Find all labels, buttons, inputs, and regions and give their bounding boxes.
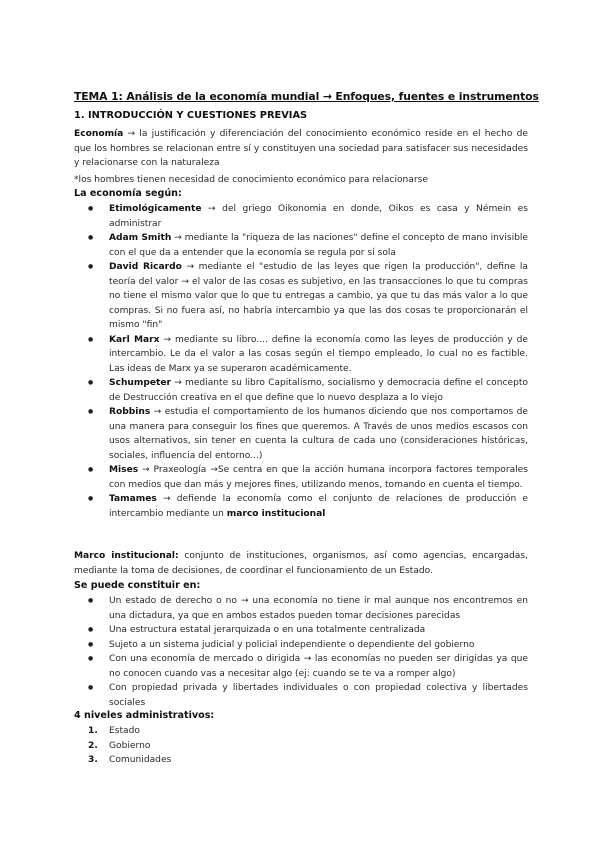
list-item: 2. Gobierno: [88, 740, 151, 751]
marco-paragraph: [74, 549, 528, 578]
list-item: ● Mises → Praxeología →Se centra en que la acción humana incorpora factores temporales con medios que dan más y mejores fines, utilizando menos, tomando en cuenta el tiempo.: [74, 463, 528, 492]
economia-segun-heading: La economía según:: [74, 188, 182, 199]
intro-term: Economía: [74, 129, 124, 139]
list-item: ● Adam Smith → mediante la "riqueza de las naciones" define el concepto de mano invisible con el que da a entender que la economía se regula por sí sola: [74, 231, 528, 260]
list-item: ● Con una economía de mercado o dirigida → las economías no pueden ser dirigidas ya que no conocen cuando vas a necesitar algo (ej: cuando se te va a romper algo): [74, 652, 528, 681]
marco-text: conjunto de instituciones, organismos, así como agencias, encargadas, mediante la toma de decisiones, de coordinar el funcionamiento de un Estado.: [74, 551, 528, 576]
niveles-list: [74, 724, 171, 768]
list-item: ● Robbins → estudia el comportamiento de los humanos diciendo que nos comportamos de una manera para conseguir los fines que queremos. A Través de unos medios escasos con usos alternativos, sin tener en cuenta la cultura de cada uno (consideraciones históricas, sociales, influencia del entorno...): [74, 405, 528, 463]
list-item: 3. Comunidades: [88, 755, 172, 766]
list-item: ● Un estado de derecho o no → una economía no tiene ir mal aunque nos encontremos en una dictadura, ya que en ambos estados pueden tomar decisiones parecidas: [74, 594, 528, 623]
list-item: 1. Estado: [88, 726, 140, 736]
economia-segun-list: [74, 202, 528, 521]
constituir-list: [74, 594, 528, 710]
list-item: ● Schumpeter → mediante su libro Capitalismo, socialismo y democracia define el concepto de Destrucción creativa en el que define que lo nuevo desplaza a lo viejo: [74, 376, 528, 405]
document-title: TEMA 1: Análisis de la economía mundial → Enfoques, fuentes e instrumentos: [74, 90, 539, 103]
list-item: ● David Ricardo → mediante el "estudio de las leyes que rigen la producción", define la teoría del valor → el valor de las cosas es subjetivo, en las transacciones lo que tu compras no tiene el mismo valor que lo que tu entregas a cambio, ya que tu das más valor a lo que compras. Si no fuera así, no habría intercambio ya que las dos cosas te proporcionarán el mismo "fin": [74, 260, 528, 333]
list-item: ● Sujeto a un sistema judicial y policial independiente o dependiente del gobierno: [74, 638, 528, 653]
list-item: ● Con propiedad privada y libertades individuales o con propiedad colectiva y libertades sociales: [74, 681, 528, 710]
constituir-heading: Se puede constituir en:: [74, 580, 201, 591]
list-item: ● Karl Marx → mediante su libro.... define la economía como las leyes de producción y de intercambio. Le da el valor a las cosas según el tiempo empleado, lo cual no es factible. Las ideas de Marx ya se superaron académicamente.: [74, 333, 528, 377]
section-heading: 1. INTRODUCCIÓN Y CUESTIONES PREVIAS: [74, 110, 308, 121]
niveles-heading: 4 niveles administrativos:: [74, 710, 215, 721]
list-item: ● Una estructura estatal jerarquizada o en una totalmente centralizada: [74, 623, 528, 638]
intro-text: → la justificación y diferenciación del conocimiento económico reside en el hecho de que los hombres se relacionan entre sí y constituyen una sociedad para satisfacer sus necesidades y relacionarse con la naturaleza: [74, 129, 528, 168]
list-item: ● Tamames → defiende la economía como el conjunto de relaciones de producción e intercambio mediante un marco institucional: [74, 492, 528, 521]
intro-note: *los hombres tienen necesidad de conocimiento económico para relacionarse: [74, 175, 428, 185]
marco-term: Marco institucional:: [74, 551, 179, 561]
intro-paragraph: [74, 127, 528, 171]
list-item: ● Etimológicamente → del griego Oikonomia en donde, Oikos es casa y Némein es administrar: [74, 202, 528, 231]
